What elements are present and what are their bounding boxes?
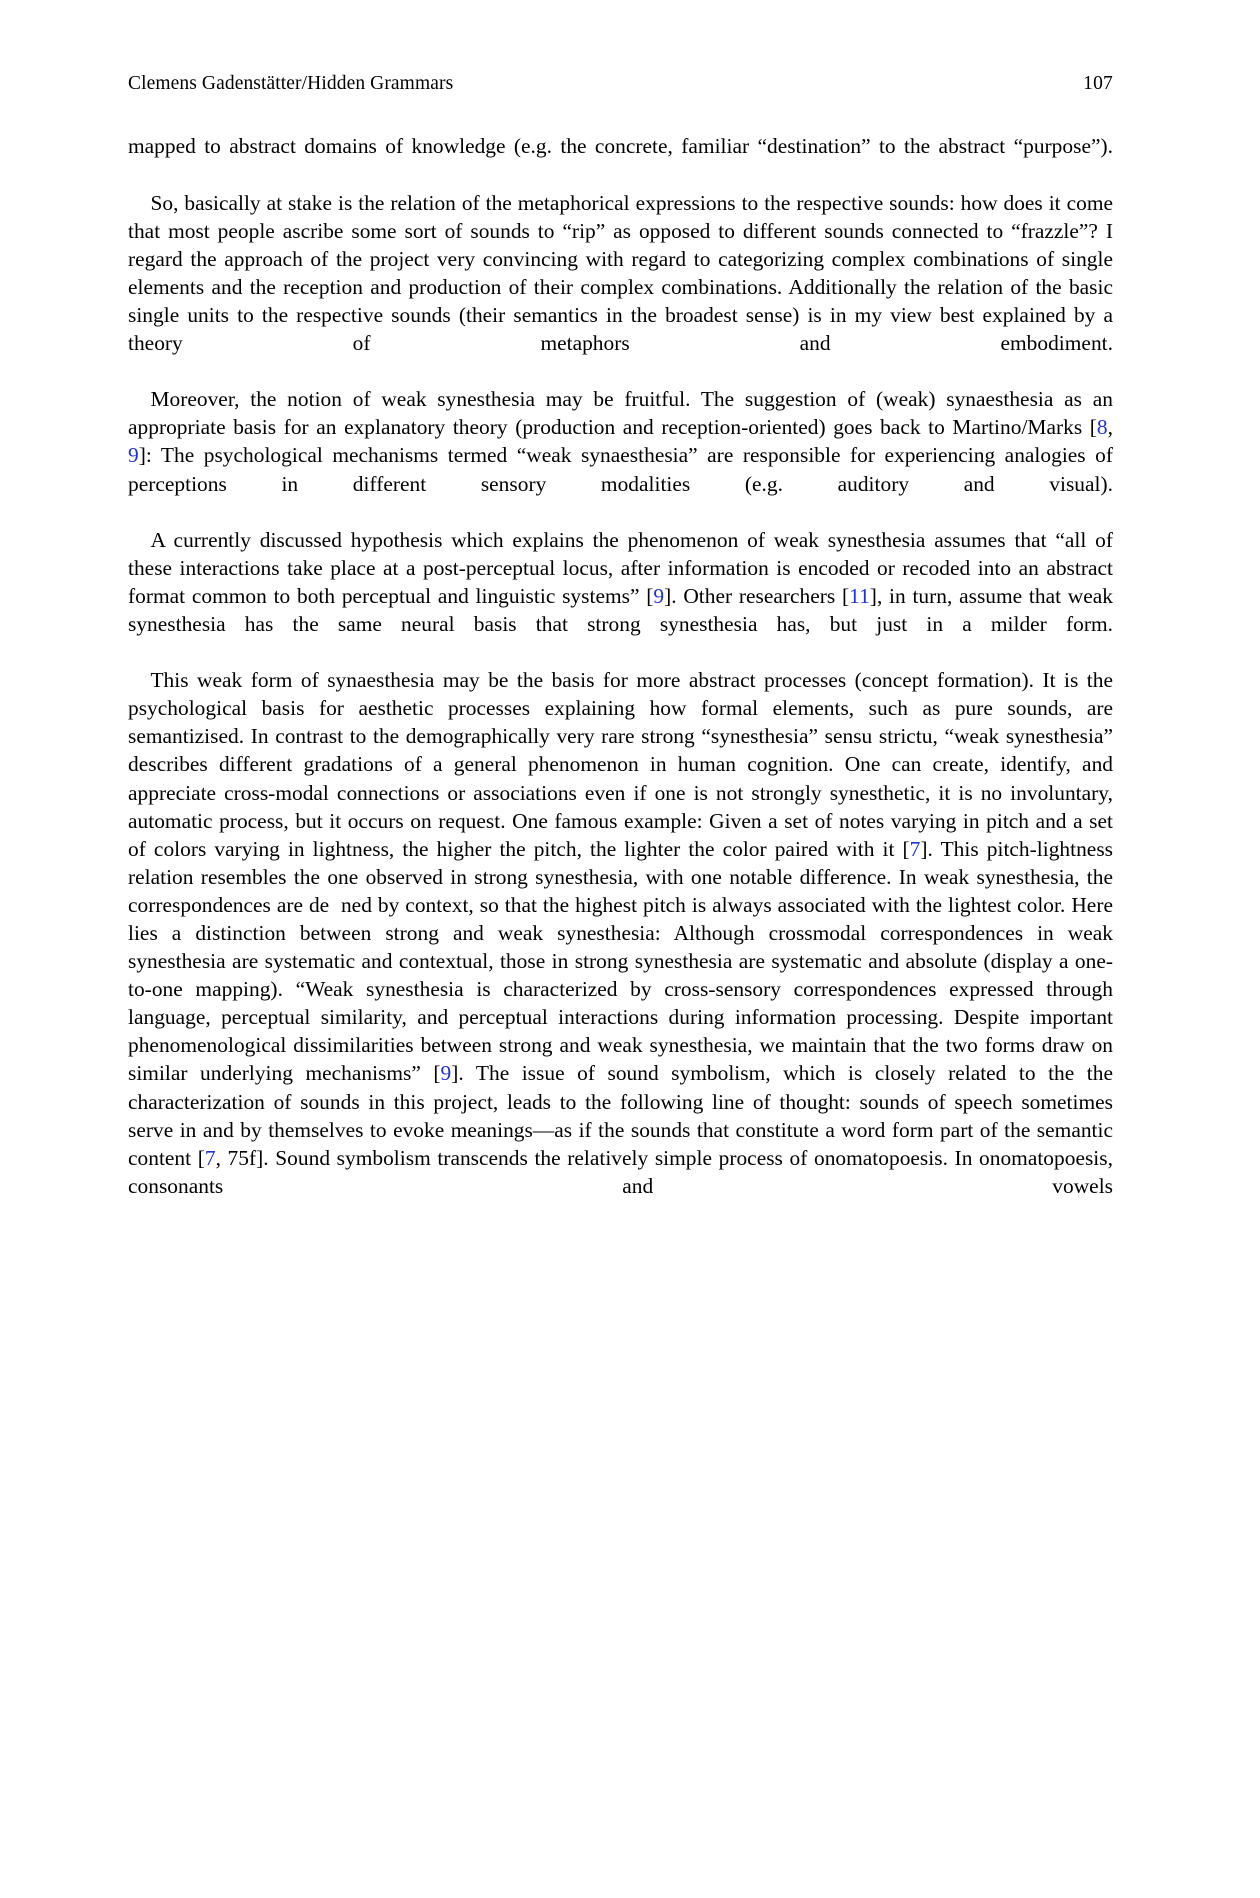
text-run: Moreover, the notion of weak synesthesia may be fruitful. The suggestion of (weak) synaesthesia as an appropriate basis for an explanatory theory (production and reception-oriented) goes back to Martino/Marks [ [128, 387, 1113, 440]
paragraph [128, 189, 1113, 386]
citation-link[interactable]: 8 [1096, 415, 1108, 440]
citation-link[interactable]: 11 [849, 583, 870, 608]
running-head [128, 72, 1113, 96]
text-run: A currently discussed hypothesis which explains the phenomenon of weak synesthesia assumes that “all of these interactions take place at a post-perceptual locus, after information is encoded or recoded into an abstract format common to both perceptual and linguistic systems” [ [128, 527, 1113, 608]
citation-link[interactable]: 9 [440, 1061, 452, 1086]
paragraph [128, 526, 1113, 666]
text-run: ]: The psychological mechanisms termed “weak synaesthesia” are responsible for experiencing analogies of perceptions in different sensory modalities (e.g. auditory and visual). [128, 443, 1113, 496]
text-run: This weak form of synaesthesia may be the basis for more abstract processes (concept formation). It is the psychological basis for aesthetic processes explaining how formal elements, such as pure sounds, are semantizised. In contrast to the demographically very rare strong “synesthesia” sensu strictu, “weak synesthesia” describes different gradations of a general phenomenon in human cognition. One can create, identify, and appreciate cross-modal connections or associations even if one is not strongly synesthetic, it is no involuntary, automatic process, but it occurs on request. One famous example: Given a set of notes varying in pitch and a set of colors varying in lightness, the higher the pitch, the lighter the color paired with it [ [128, 668, 1113, 861]
text-run: , [1107, 415, 1113, 440]
text-run: ]. This pitch-lightness relation resembles the one observed in strong synesthesia, with one notable difference. In weak synesthesia, the correspondences are de [128, 836, 1114, 917]
text-run: mapped to abstract domains of knowledge (e.g. the concrete, familiar “destination” to the abstract “purpose”). [128, 134, 1113, 159]
text-run: ], in turn, assume that weak synesthesia has the same neural basis that strong synesthesia has, but just in a milder form. [128, 583, 1114, 636]
paragraph [128, 666, 1113, 1228]
running-head-title: Clemens Gadenstätter/Hidden Grammars [128, 73, 454, 94]
citation-link[interactable]: 7 [909, 836, 921, 861]
citation-link[interactable]: 7 [204, 1145, 216, 1170]
body-text [128, 132, 1113, 1228]
text-run: So, basically at stake is the relation of the metaphorical expressions to the respective sounds: how does it come that most people ascribe some sort of sounds to “rip” as opposed to different sounds connected to “frazzle”? I regard the approach of the project very convincing with regard to categorizing complex combinations of single elements and the reception and production of their complex combinations. Additionally the relation of the basic single units to the respective sounds (their semantics in the broadest sense) is in my view best explained by a theory of metaphors and embodiment. [128, 190, 1113, 356]
citation-link[interactable]: 9 [653, 583, 665, 608]
paragraph [128, 132, 1113, 188]
text-run: ned by context, so that the highest pitch is always associated with the lightest color. Here lies a distinction between strong and weak synesthesia: Although crossmodal correspondences in weak synesthesia are systematic and contextual, those in strong synesthesia are systematic and absolute (display a one-to-one mapping). “Weak synesthesia is characterized by cross-sensory correspondences expressed through language, perceptual similarity, and perceptual interactions during information processing. Despite important phenomenological dissimilarities between strong and weak synesthesia, we maintain that the two forms draw on similar underlying mechanisms” [ [128, 892, 1113, 1086]
text-run: ]. The issue of sound symbolism, which is closely related to the the characterization of sounds in this project, leads to the following line of thought: sounds of speech sometimes serve in and by themselves to evoke meanings—as if the sounds that constitute a word form part of the semantic content [ [128, 1061, 1113, 1170]
text-run: ]. Other researchers [ [664, 583, 850, 608]
citation-link[interactable]: 9 [128, 443, 139, 468]
paragraph [128, 385, 1113, 525]
page-content-frame [128, 72, 1113, 1228]
page-number: 107 [1083, 73, 1113, 94]
text-run: , 75f]. Sound symbolism transcends the relatively simple process of onomatopoesis. In onomatopoesis, consonants and vowels [128, 1145, 1113, 1198]
